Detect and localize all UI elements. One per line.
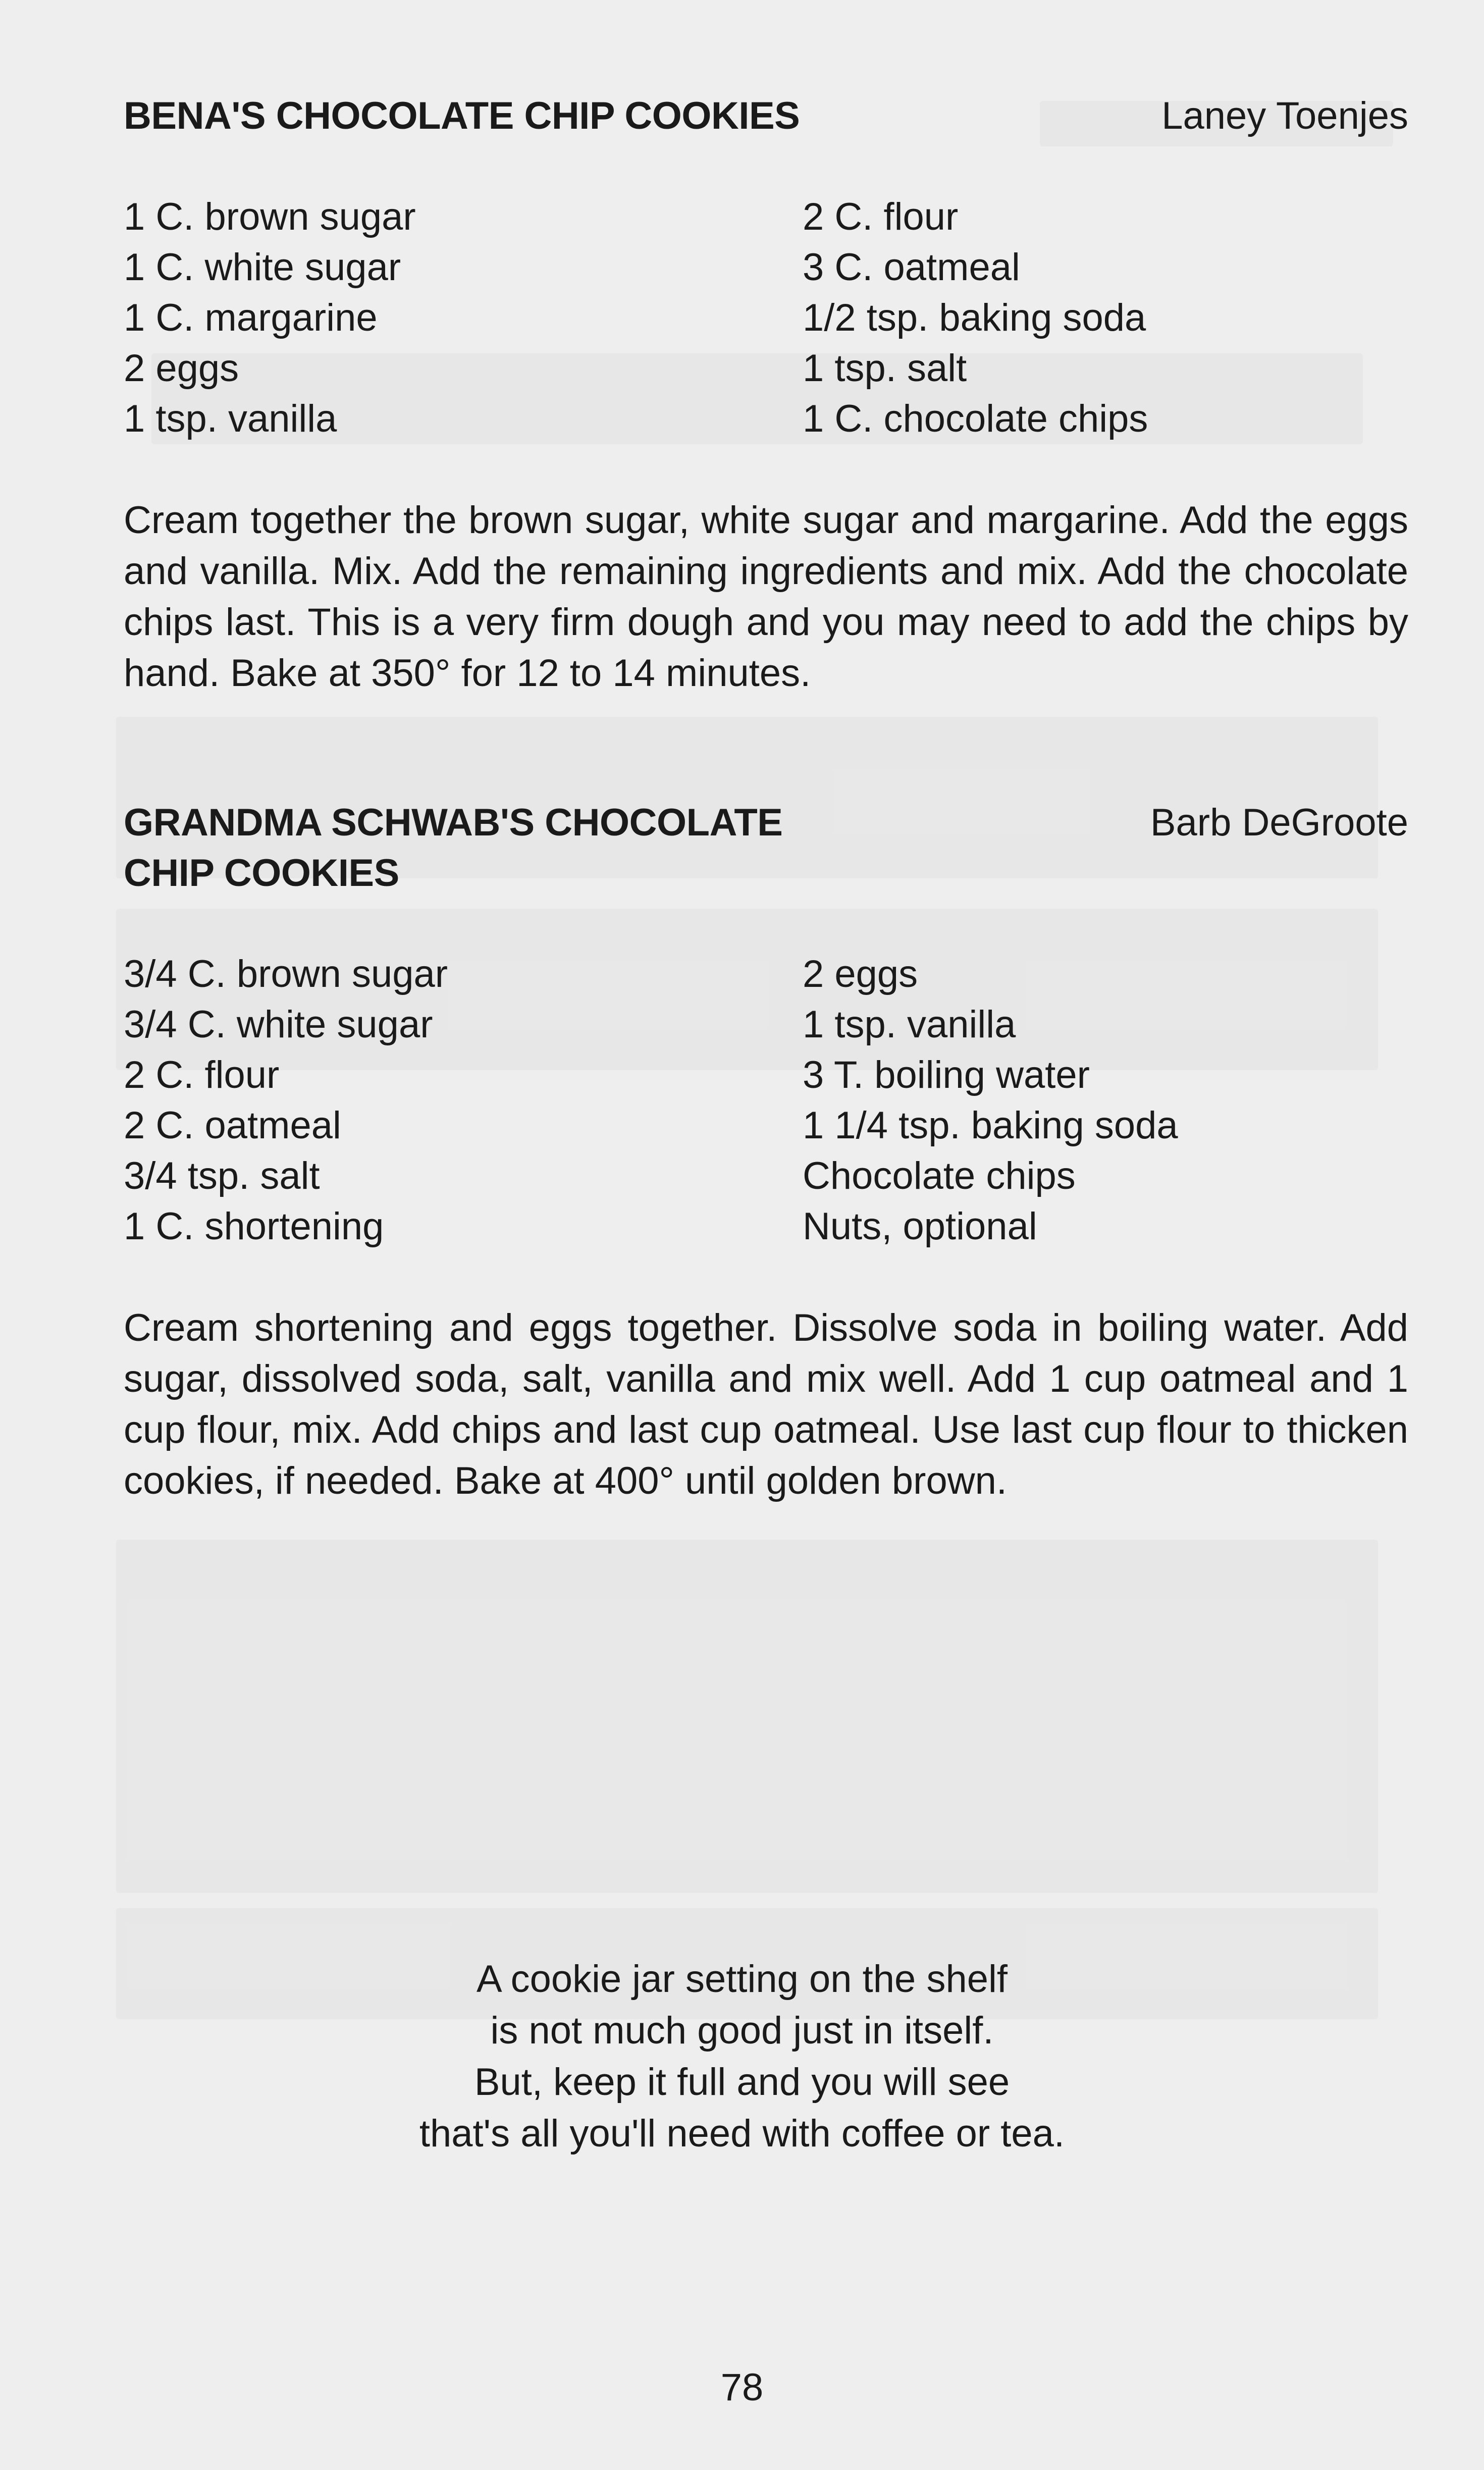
ingredient-item: 1 tsp. salt: [803, 347, 967, 390]
recipe-grandma-schwabs-chocolate-chip-cookies: [124, 798, 1408, 1502]
recipe-title: BENA'S CHOCOLATE CHIP COOKIES: [124, 94, 800, 137]
ingredient-item: 1/2 tsp. baking soda: [803, 296, 1146, 339]
ingredient-item: Nuts, optional: [803, 1205, 1037, 1248]
page-number: 78: [720, 2366, 764, 2409]
ingredient-item: 1 C. brown sugar: [124, 195, 416, 238]
ingredient-item: 1 C. white sugar: [124, 246, 401, 289]
poem-line: A cookie jar setting on the shelf: [476, 1958, 1008, 2001]
poem-line: that's all you'll need with coffee or tea.: [419, 2112, 1065, 2155]
ingredients-column-right: [803, 949, 1408, 1252]
poem-line: is not much good just in itself.: [490, 2009, 994, 2052]
ingredients-list: [124, 949, 1408, 1252]
recipe-header: [124, 91, 1408, 146]
ingredient-item: 2 C. oatmeal: [124, 1104, 341, 1147]
ingredient-item: 1 C. chocolate chips: [803, 397, 1148, 440]
recipe-directions: Cream together the brown sugar, white sugar and margarine. Add the eggs and vanilla. Mix. Add the remaining ingredients and mix. Add the chocolate chips last. This is a very firm dough and you may need to add the chips by hand. Bake at 350° for 12 to 14 minutes.: [124, 499, 1408, 695]
ingredients-list: [124, 192, 1408, 444]
recipe-directions: Cream shortening and eggs together. Dissolve soda in boiling water. Add sugar, dissolved soda, salt, vanilla and mix well. Add 1 cup oatmeal and 1 cup flour, mix. Add chips and last cup oatmeal. Use last cup flour to thicken cookies, if needed. Bake at 400° until golden brown.: [124, 1306, 1408, 1502]
ingredient-item: 1 tsp. vanilla: [803, 1003, 1016, 1046]
ingredient-item: 1 C. margarine: [124, 296, 378, 339]
ingredient-item: Chocolate chips: [803, 1154, 1076, 1197]
recipe-title: GRANDMA SCHWAB'S CHOCOLATE CHIP COOKIES: [124, 801, 783, 895]
ingredient-item: 3 C. oatmeal: [803, 246, 1020, 289]
ingredient-item: 2 eggs: [124, 347, 239, 390]
ingredients-column-right: [803, 192, 1408, 444]
ingredient-item: 3/4 C. white sugar: [124, 1003, 433, 1046]
poem-line: But, keep it full and you will see: [474, 2061, 1010, 2104]
recipe-author: Laney Toenjes: [1161, 94, 1408, 137]
ingredients-column-left: [124, 192, 780, 444]
ingredient-item: 1 tsp. vanilla: [124, 397, 337, 440]
ingredient-item: 2 eggs: [803, 953, 918, 995]
cookie-jar-poem: [0, 1954, 1484, 2160]
recipe-author: Barb DeGroote: [1150, 801, 1408, 844]
ingredient-item: 2 C. flour: [803, 195, 959, 238]
ingredient-item: 1 1/4 tsp. baking soda: [803, 1104, 1178, 1147]
ingredient-item: 2 C. flour: [124, 1054, 280, 1096]
recipe-benas-chocolate-chip-cookies: [124, 91, 1408, 695]
ingredient-item: 3/4 tsp. salt: [124, 1154, 320, 1197]
ingredients-column-left: [124, 949, 780, 1252]
ingredient-item: 3 T. boiling water: [803, 1054, 1090, 1096]
bleed-through-shadow: [116, 1540, 1378, 1893]
ingredient-item: 3/4 C. brown sugar: [124, 953, 448, 995]
recipe-header: [124, 798, 1408, 899]
ingredient-item: 1 C. shortening: [124, 1205, 384, 1248]
